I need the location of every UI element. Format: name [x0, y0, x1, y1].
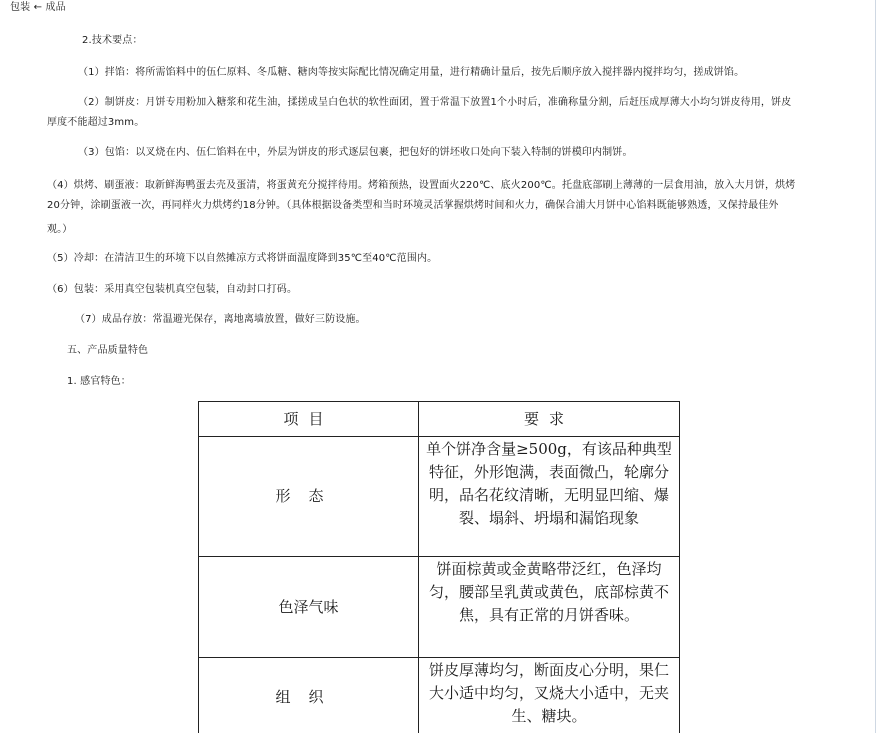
paragraph-packaging: （6）包装：采用真空包装机真空包装，自动封口打码。 — [47, 284, 298, 295]
table-cell-requirement: 饼皮厚薄均匀，断面皮心分明，果仁大小适中均匀，叉烧大小适中，无夹生、糖块。 — [419, 658, 680, 733]
subheading-sensory: 1. 感官特色： — [67, 376, 131, 387]
paragraph-crust-line1: （2）制饼皮：月饼专用粉加入糖浆和花生油，揉搓成呈白色状的软性面团，置于常温下放置1个小时后，准确称量分割，后赶压成厚薄大小均匀饼皮待用，饼皮 — [78, 97, 792, 108]
paragraph-storage: （7）成品存放：常温避光保存，离地离墙放置，做好三防设施。 — [75, 314, 366, 325]
table-cell-item: 组织 — [199, 658, 419, 733]
paragraph-mixing: （1）拌馅：将所需馅料中的伍仁原料、冬瓜糖、糖肉等按实际配比情况确定用量，进行精确计量后，按先后顺序放入搅拌器内搅拌均匀，搓成饼馅。 — [78, 67, 745, 78]
section-heading-quality: 五、产品质量特色 — [67, 345, 149, 356]
paragraph-baking-line3: 观。） — [47, 224, 73, 235]
table-row — [199, 437, 680, 557]
table-header-requirement: 要求 — [419, 402, 680, 437]
table-cell-item: 形态 — [199, 437, 419, 557]
table-cell-requirement: 单个饼净含量≥500g，有该品种典型特征，外形饱满，表面微凸，轮廓分明，品名花纹清晰，无明显凹缩、爆裂、塌斜、坍塌和漏馅现象 — [419, 437, 680, 557]
header-text: 包装 ← 成品 — [10, 2, 66, 13]
table-header-row — [199, 402, 680, 437]
paragraph-crust-line2: 厚度不能超过3mm。 — [47, 117, 145, 128]
table-cell-requirement: 饼面棕黄或金黄略带泛红，色泽均匀，腰部呈乳黄或黄色，底部棕黄不焦，具有正常的月饼香味。 — [419, 557, 680, 658]
section-heading-tech-points: 2.技术要点： — [82, 35, 143, 46]
sensory-table — [198, 401, 680, 733]
paragraph-baking-line1: （4）烘烤、刷蛋液：取新鲜海鸭蛋去壳及蛋清，将蛋黄充分搅拌待用。烤箱预热，设置面火220℃、底火200℃。托盘底部刷上薄薄的一层食用油，放入大月饼，烘烤 — [47, 180, 796, 191]
table-header-item: 项目 — [199, 402, 419, 437]
table-row — [199, 658, 680, 733]
paragraph-wrapping: （3）包馅：以叉烧在内、伍仁馅料在中，外层为饼皮的形式逐层包裹，把包好的饼坯收口处向下装入特制的饼模印内制饼。 — [78, 147, 633, 158]
paragraph-cooling: （5）冷却：在清洁卫生的环境下以自然摊凉方式将饼面温度降到35℃至40℃范围内。 — [47, 253, 438, 264]
paragraph-baking-line2: 20分钟，涂刷蛋液一次，再同样火力烘烤约18分钟。（具体根据设备类型和当时环境灵活掌握烘烤时间和火力，确保合浦大月饼中心馅料既能够熟透，又保持最佳外 — [47, 200, 779, 211]
table-cell-item: 色泽气味 — [199, 557, 419, 658]
table-row — [199, 557, 680, 658]
